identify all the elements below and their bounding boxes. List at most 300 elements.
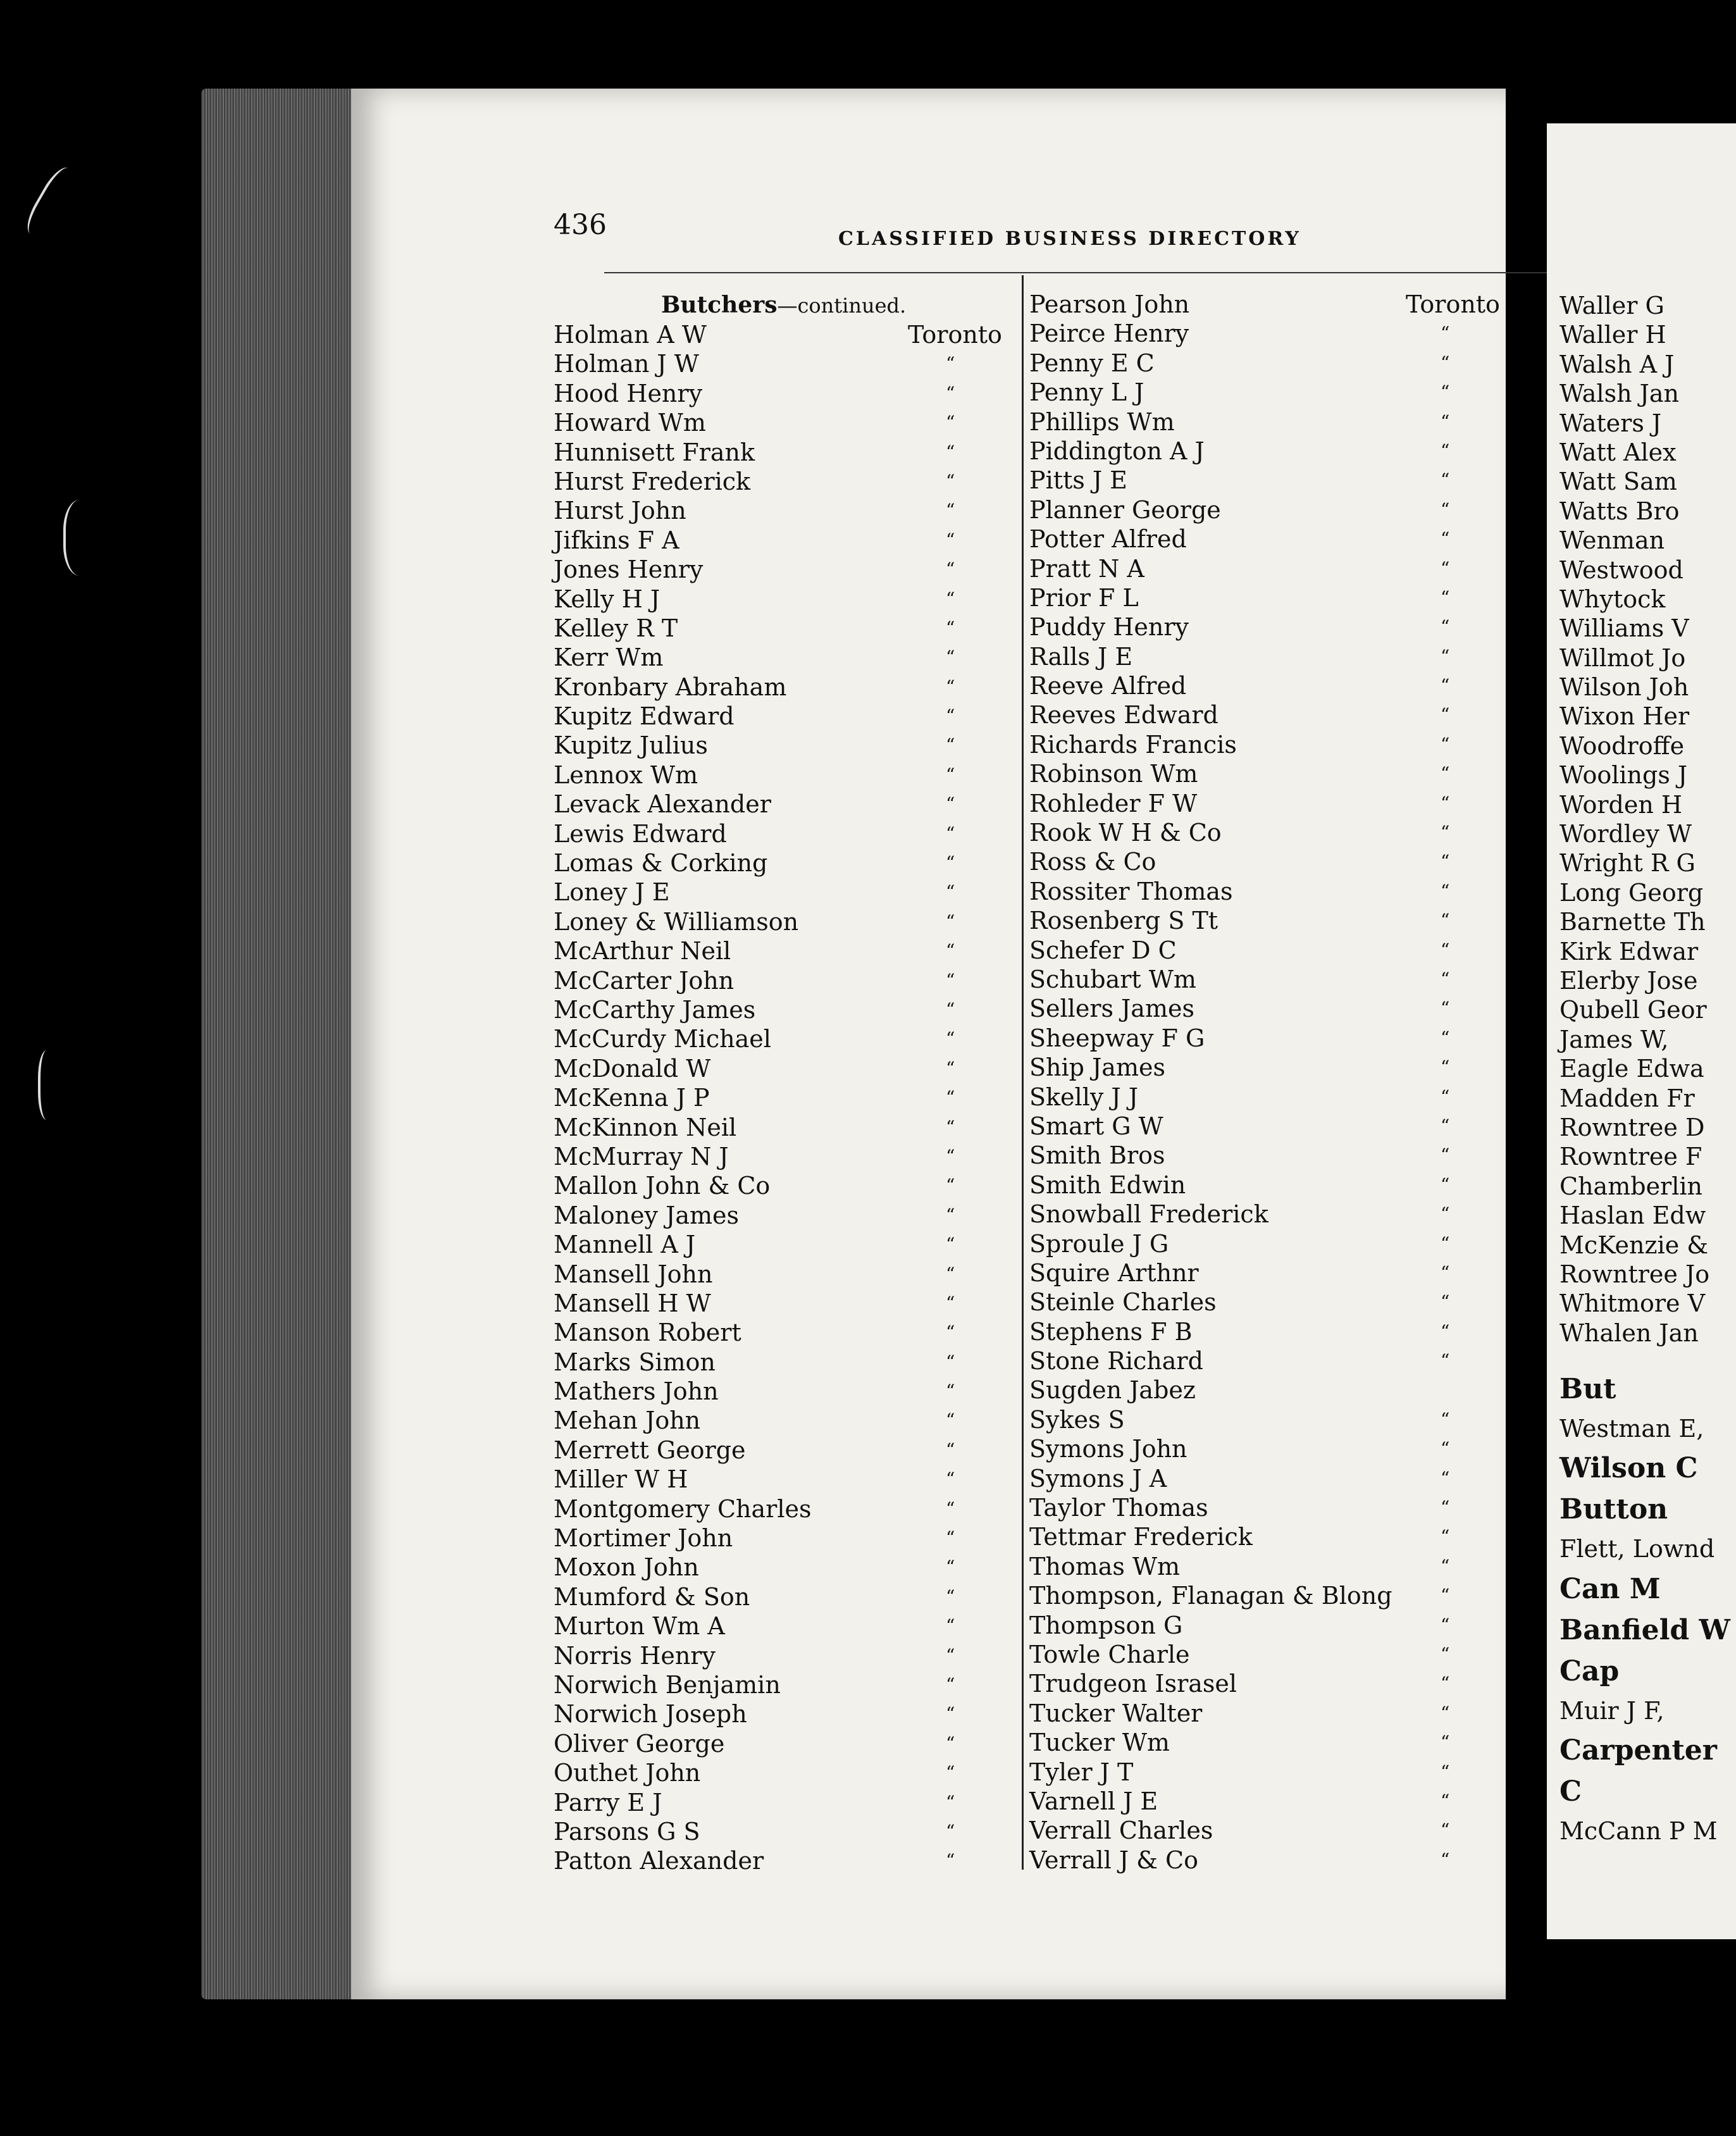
entry-place: “ — [946, 1468, 955, 1490]
entry-name: Lewis Edward — [554, 819, 727, 848]
right-page-entry: McKenzie & — [1559, 1231, 1709, 1259]
section-heading-suffix: —continued. — [777, 294, 907, 318]
entry-place: “ — [946, 470, 955, 492]
directory-entry — [554, 878, 1009, 907]
directory-entry — [1029, 319, 1485, 348]
entry-name: Levack Alexander — [554, 790, 771, 819]
entry-place: “ — [946, 1204, 955, 1226]
directory-entry — [554, 1670, 1009, 1699]
entry-name: Symons John — [1029, 1435, 1187, 1463]
entry-name: Jifkins F A — [554, 526, 679, 554]
entry-place: “ — [946, 793, 955, 815]
directory-entry — [554, 1846, 1009, 1875]
entry-place: “ — [1441, 587, 1450, 608]
right-page-entry: Williams V — [1559, 614, 1689, 643]
directory-entry — [1029, 1552, 1485, 1581]
entry-name: Prior F L — [1029, 583, 1139, 612]
entry-place: “ — [1441, 1467, 1450, 1489]
right-page-entry: Rowntree D — [1559, 1113, 1705, 1141]
directory-entry — [554, 1699, 1009, 1729]
directory-entry — [554, 1113, 1009, 1142]
right-page-entry: Whalen Jan — [1559, 1319, 1699, 1347]
right-page-entry: McCann P M — [1559, 1817, 1718, 1846]
directory-entry — [1029, 877, 1485, 906]
entry-place: “ — [1441, 1350, 1450, 1372]
entry-place: “ — [1441, 939, 1450, 960]
entry-name: Mortimer John — [554, 1524, 733, 1553]
directory-entry — [554, 1024, 1009, 1053]
right-page-heading: Cap — [1559, 1655, 1620, 1687]
right-page-heading: C — [1559, 1775, 1582, 1808]
entry-place: “ — [1441, 1262, 1450, 1283]
right-tail — [1547, 1373, 1736, 1846]
entry-place: “ — [946, 1615, 955, 1637]
directory-entry — [1029, 1288, 1485, 1317]
entry-place: “ — [1441, 469, 1450, 491]
entry-place: “ — [1441, 998, 1450, 1019]
entry-name: Rossiter Thomas — [1029, 877, 1233, 905]
entry-name: McCurdy Michael — [554, 1025, 771, 1053]
directory-entry — [1029, 1200, 1485, 1229]
directory-entry — [1029, 1464, 1485, 1493]
entry-name: Mansell John — [554, 1260, 713, 1288]
directory-entry — [1029, 1405, 1485, 1434]
right-page-entry: Wenman — [1559, 526, 1665, 555]
entry-place: “ — [1441, 704, 1450, 726]
right-page-entry: Madden Fr — [1559, 1084, 1695, 1112]
entry-place: “ — [1441, 1614, 1450, 1636]
entry-place: “ — [946, 1057, 955, 1079]
entry-place: “ — [946, 412, 955, 433]
directory-entry — [554, 614, 1009, 643]
entry-name: Squire Arthnr — [1029, 1258, 1199, 1287]
running-head: CLASSIFIED BUSINESS DIRECTORY — [838, 228, 1301, 250]
entry-name: Tucker Wm — [1029, 1729, 1170, 1757]
entry-place: “ — [1441, 822, 1450, 843]
directory-entry — [554, 731, 1009, 760]
entry-name: Potter Alfred — [1029, 525, 1187, 554]
directory-entry — [1029, 1170, 1485, 1200]
directory-entry — [554, 408, 1009, 437]
entry-place: “ — [946, 940, 955, 962]
directory-entry — [554, 1641, 1009, 1670]
directory-entry — [1029, 1434, 1485, 1463]
directory-entry — [554, 848, 1009, 878]
entry-place: “ — [946, 1850, 955, 1872]
entry-name: Hurst Frederick — [554, 467, 751, 495]
entry-place: “ — [1441, 792, 1450, 814]
directory-entry — [1029, 554, 1485, 583]
directory-entry — [554, 349, 1009, 378]
entry-place: “ — [946, 1673, 955, 1695]
directory-entry — [554, 790, 1009, 819]
right-page-entry: Wixon Her — [1559, 702, 1690, 731]
directory-entry — [554, 1318, 1009, 1347]
entry-name: Rook W H & Co — [1029, 819, 1222, 847]
entry-name: Holman J W — [554, 350, 699, 378]
right-page-heading: Wilson C — [1559, 1452, 1698, 1485]
entry-name: Trudgeon Israsel — [1029, 1670, 1237, 1698]
directory-entry — [1029, 1758, 1485, 1787]
entry-place: “ — [946, 500, 955, 521]
entry-name: Hurst John — [554, 497, 686, 525]
entry-place: “ — [1441, 1057, 1450, 1078]
entry-name: Norwich Joseph — [554, 1700, 747, 1729]
entry-name: Mehan John — [554, 1406, 701, 1435]
entry-name: Loney & Williamson — [554, 907, 799, 936]
entry-place: “ — [946, 1703, 955, 1725]
entry-place: “ — [946, 1145, 955, 1167]
entry-name: Smart G W — [1029, 1112, 1163, 1140]
right-page-entry: Long Georg — [1559, 878, 1704, 907]
entry-place: “ — [1441, 411, 1450, 432]
entry-place: “ — [946, 735, 955, 756]
entry-name: Schefer D C — [1029, 936, 1177, 964]
entry-name: Sellers James — [1029, 995, 1194, 1023]
right-page-entry: Watt Sam — [1559, 468, 1677, 496]
entry-name: Pearson John — [1029, 290, 1190, 318]
right-page-entry: Whitmore V — [1559, 1289, 1706, 1318]
entry-place: “ — [1441, 352, 1450, 373]
entry-place: “ — [1441, 880, 1450, 902]
entry-name: McKenna J P — [554, 1084, 710, 1112]
right-page-heading: Carpenter — [1559, 1734, 1717, 1767]
directory-entry — [1029, 1317, 1485, 1346]
entry-name: Stephens F B — [1029, 1317, 1193, 1346]
entry-name: Richards Francis — [1029, 730, 1237, 759]
entry-name: Oliver George — [554, 1729, 725, 1758]
entry-name: Rohleder F W — [1029, 789, 1198, 817]
entry-name: Jones Henry — [554, 556, 704, 584]
entry-place: “ — [946, 998, 955, 1020]
entry-place: “ — [1441, 1233, 1450, 1254]
directory-entry — [1029, 290, 1500, 319]
directory-entry — [1029, 906, 1485, 935]
directory-entry — [1029, 1816, 1485, 1845]
directory-entry — [1029, 847, 1485, 876]
entry-place: “ — [1441, 1790, 1450, 1811]
entry-name: McCarthy James — [554, 995, 756, 1024]
entry-name: Mallon John & Co — [554, 1172, 771, 1200]
right-page-heading: But — [1559, 1373, 1616, 1406]
directory-entry — [1029, 1640, 1485, 1669]
entry-place: “ — [946, 1732, 955, 1754]
directory-entry — [1029, 965, 1485, 994]
entry-place: “ — [1441, 1820, 1450, 1841]
entry-name: Lennox Wm — [554, 761, 698, 789]
entry-name: Kupitz Edward — [554, 702, 735, 731]
entry-place: “ — [946, 1762, 955, 1784]
entry-place: “ — [1441, 1849, 1450, 1870]
directory-entry — [554, 320, 1009, 349]
entry-name: Smith Edwin — [1029, 1170, 1186, 1199]
entry-place: “ — [1441, 968, 1450, 990]
entry-name: McMurray N J — [554, 1142, 729, 1170]
directory-entry — [1029, 671, 1485, 700]
right-page-heading: Button — [1559, 1493, 1668, 1526]
directory-entry — [554, 1465, 1009, 1494]
directory-entry — [554, 438, 1009, 467]
directory-entry — [1029, 1787, 1485, 1816]
entry-name: Towle Charle — [1029, 1640, 1190, 1668]
directory-entry — [554, 1406, 1009, 1435]
entry-place: “ — [946, 1820, 955, 1842]
right-page-entry: Watts Bro — [1559, 497, 1680, 525]
entry-place: “ — [1441, 1673, 1450, 1694]
entry-name: McArthur Neil — [554, 937, 731, 966]
directory-entry — [1029, 612, 1485, 642]
entry-place: “ — [1441, 557, 1450, 579]
right-page-entry: Woolings J — [1559, 761, 1688, 790]
directory-entry — [1029, 466, 1485, 495]
entry-place: “ — [1441, 1643, 1450, 1665]
entry-place: “ — [946, 588, 955, 609]
entry-name: Norris Henry — [554, 1641, 716, 1670]
directory-entry — [554, 936, 1009, 966]
entry-name: Pitts J E — [1029, 466, 1127, 495]
entry-place: “ — [946, 1410, 955, 1431]
directory-entry — [1029, 525, 1485, 554]
entry-place: “ — [946, 1644, 955, 1666]
entry-place: “ — [1441, 1145, 1450, 1166]
directory-entry — [1029, 789, 1485, 818]
directory-entry — [554, 1260, 1009, 1289]
entry-place: “ — [1441, 675, 1450, 697]
entry-name: McCarter John — [554, 966, 735, 995]
directory-entry — [1029, 407, 1485, 437]
entry-place: “ — [1441, 1408, 1450, 1430]
entry-name: Mansell H W — [554, 1289, 711, 1317]
entry-name: Skelly J J — [1029, 1083, 1138, 1111]
directory-entry — [1029, 994, 1485, 1023]
entry-place: “ — [1441, 733, 1450, 755]
entry-place: “ — [946, 676, 955, 697]
right-page-entry: Westwood — [1559, 556, 1683, 584]
right-page-entry: Willmot Jo — [1559, 643, 1686, 672]
entry-name: Kelley R T — [554, 614, 678, 642]
entry-place: “ — [1441, 499, 1450, 520]
directory-entry — [554, 379, 1009, 408]
entry-name: Mathers John — [554, 1377, 719, 1406]
entry-place: “ — [1441, 1702, 1450, 1723]
right-page-entry: Walsh Jan — [1559, 380, 1679, 408]
directory-entry — [554, 1729, 1009, 1758]
right-page-entry: Barnette Th — [1559, 908, 1706, 936]
entry-name: Sproule J G — [1029, 1229, 1169, 1258]
entry-name: Varnell J E — [1029, 1787, 1158, 1815]
entry-place: “ — [1441, 528, 1450, 550]
right-page-entry: Haslan Edw — [1559, 1202, 1706, 1230]
entry-name: Schubart Wm — [1029, 965, 1196, 993]
entry-name: Snowball Frederick — [1029, 1200, 1268, 1229]
entry-name: Parsons G S — [554, 1817, 700, 1846]
right-page-entry: Whytock — [1559, 585, 1666, 613]
right-page-entry: James W, — [1559, 1025, 1669, 1053]
entry-place: “ — [1441, 910, 1450, 931]
entry-name: Murton Wm A — [554, 1612, 725, 1641]
entry-name: Verrall J & Co — [1029, 1846, 1198, 1874]
directory-entry — [1029, 378, 1485, 407]
entry-place: “ — [1441, 851, 1450, 872]
right-page-heading: Can M — [1559, 1572, 1661, 1605]
entry-name: Kronbary Abraham — [554, 673, 787, 701]
directory-entry — [554, 1494, 1009, 1524]
directory-entry — [554, 585, 1009, 614]
right-page-entry: Rowntree Jo — [1559, 1260, 1710, 1288]
entry-name: McDonald W — [554, 1054, 711, 1083]
entry-name: Manson Robert — [554, 1319, 741, 1347]
right-page-entry: Watt Alex — [1559, 438, 1677, 466]
entry-name: Kelly H J — [554, 585, 660, 613]
entry-name: Howard Wm — [554, 409, 706, 437]
entry-name: Smith Bros — [1029, 1141, 1165, 1170]
right-page-entry: Elerby Jose — [1559, 966, 1698, 995]
directory-entry — [1029, 700, 1485, 730]
directory-entry — [1029, 1669, 1485, 1698]
directory-entry — [1029, 1053, 1485, 1082]
directory-entry — [1029, 1699, 1485, 1728]
directory-entry — [554, 1377, 1009, 1406]
directory-entry — [1029, 818, 1485, 847]
directory-entry — [554, 526, 1009, 555]
entry-name: Kerr Wm — [554, 643, 664, 672]
entry-place: “ — [946, 1116, 955, 1138]
entry-place: “ — [1441, 1555, 1450, 1577]
entry-name: Thompson G — [1029, 1611, 1183, 1639]
entry-place: Toronto — [908, 321, 1002, 349]
entry-name: Ralls J E — [1029, 642, 1133, 671]
entry-name: Hunnisett Frank — [554, 438, 755, 466]
directory-entry — [554, 966, 1009, 995]
right-page-entry: Kirk Edwar — [1559, 937, 1699, 966]
entry-place: “ — [946, 1498, 955, 1519]
entry-place: “ — [946, 647, 955, 668]
middle-column — [1029, 290, 1500, 1875]
entry-name: Tyler J T — [1029, 1758, 1134, 1786]
middle-entries — [1029, 290, 1500, 1875]
entry-name: Planner George — [1029, 495, 1221, 524]
right-page-entry: Walsh A J — [1559, 350, 1675, 378]
entry-place: “ — [1441, 1497, 1450, 1518]
entry-place: “ — [1441, 1320, 1450, 1342]
right-page-entry: Flett, Lownd — [1559, 1535, 1715, 1563]
entry-place: “ — [946, 1791, 955, 1813]
entry-name: Hood Henry — [554, 379, 703, 407]
directory-entry — [554, 995, 1009, 1024]
directory-entry — [1029, 1258, 1485, 1288]
right-page-entry: Waller G — [1559, 292, 1665, 320]
directory-entry — [554, 702, 1009, 731]
entry-place: “ — [1441, 1585, 1450, 1606]
directory-entry — [1029, 1611, 1485, 1640]
directory-entry — [554, 1171, 1009, 1200]
entry-name: Sugden Jabez — [1029, 1376, 1196, 1405]
directory-entry — [554, 1758, 1009, 1787]
entry-name: Outhet John — [554, 1759, 701, 1787]
entry-place: “ — [1441, 323, 1450, 344]
section-heading — [661, 290, 1009, 320]
right-page-entry: Wordley W — [1559, 820, 1692, 848]
entry-place: “ — [946, 823, 955, 844]
entry-place: “ — [1441, 1291, 1450, 1313]
directory-entry — [1029, 349, 1485, 378]
entry-place: “ — [946, 529, 955, 550]
right-page-entry: Wilson Joh — [1559, 673, 1689, 702]
directory-entry — [554, 1083, 1009, 1112]
directory-entry — [554, 1582, 1009, 1611]
directory-entry — [1029, 1728, 1485, 1757]
entry-place: “ — [1441, 1027, 1450, 1048]
entry-name: Ship James — [1029, 1053, 1165, 1082]
directory-entry — [1029, 642, 1485, 671]
directory-entry — [554, 673, 1009, 702]
entry-place: “ — [946, 353, 955, 375]
directory-entry — [1029, 1229, 1485, 1258]
entry-place: “ — [1441, 1203, 1450, 1225]
entry-place: “ — [946, 881, 955, 903]
entry-name: Lomas & Corking — [554, 849, 768, 878]
entry-place: “ — [946, 1527, 955, 1549]
entry-name: Penny E C — [1029, 349, 1155, 377]
directory-entry — [1029, 936, 1485, 965]
directory-entry — [1029, 1024, 1485, 1053]
entry-place: “ — [1441, 1438, 1450, 1460]
entry-name: Taylor Thomas — [1029, 1494, 1208, 1522]
entry-name: Montgomery Charles — [554, 1494, 812, 1523]
entry-name: Ross & Co — [1029, 848, 1156, 876]
entry-name: Moxon John — [554, 1553, 699, 1582]
entry-place: “ — [1441, 1732, 1450, 1753]
entry-name: Pratt N A — [1029, 554, 1144, 583]
entry-place: “ — [1441, 1115, 1450, 1136]
directory-entry — [1029, 759, 1485, 788]
entry-place: “ — [946, 705, 955, 727]
entry-place: “ — [946, 1263, 955, 1284]
directory-entry — [1029, 1083, 1485, 1112]
right-page-entry: Muir J F, — [1559, 1696, 1665, 1725]
entry-name: Parry E J — [554, 1788, 662, 1816]
directory-entry — [1029, 495, 1485, 525]
directory-entry — [554, 1348, 1009, 1377]
right-page-entry: Rowntree F — [1559, 1143, 1702, 1171]
left-column — [554, 290, 1009, 1876]
entry-place: “ — [1441, 1761, 1450, 1782]
directory-entry — [554, 1611, 1009, 1641]
right-page-entry: Chamberlin — [1559, 1172, 1702, 1200]
entry-name: Mannell A J — [554, 1231, 696, 1259]
entry-name: Norwich Benjamin — [554, 1670, 781, 1699]
directory-entry — [1029, 583, 1485, 612]
right-page-entry: Waller H — [1559, 321, 1666, 349]
directory-entry — [554, 1524, 1009, 1553]
entry-place: “ — [1441, 1174, 1450, 1195]
entry-name: Maloney James — [554, 1201, 740, 1229]
entry-place: “ — [946, 852, 955, 874]
entry-place: “ — [946, 1234, 955, 1255]
directory-entry — [1029, 1522, 1485, 1551]
directory-entry — [554, 1201, 1009, 1230]
entry-name: Miller W H — [554, 1465, 688, 1494]
left-page — [351, 89, 1506, 1999]
film-scratch — [21, 163, 83, 242]
directory-entry — [554, 1289, 1009, 1318]
entry-place: “ — [946, 1322, 955, 1343]
entry-name: Steinle Charles — [1029, 1288, 1217, 1317]
entry-place: “ — [946, 1439, 955, 1460]
entry-name: Marks Simon — [554, 1348, 716, 1376]
directory-entry — [554, 819, 1009, 848]
directory-entry — [554, 1788, 1009, 1817]
